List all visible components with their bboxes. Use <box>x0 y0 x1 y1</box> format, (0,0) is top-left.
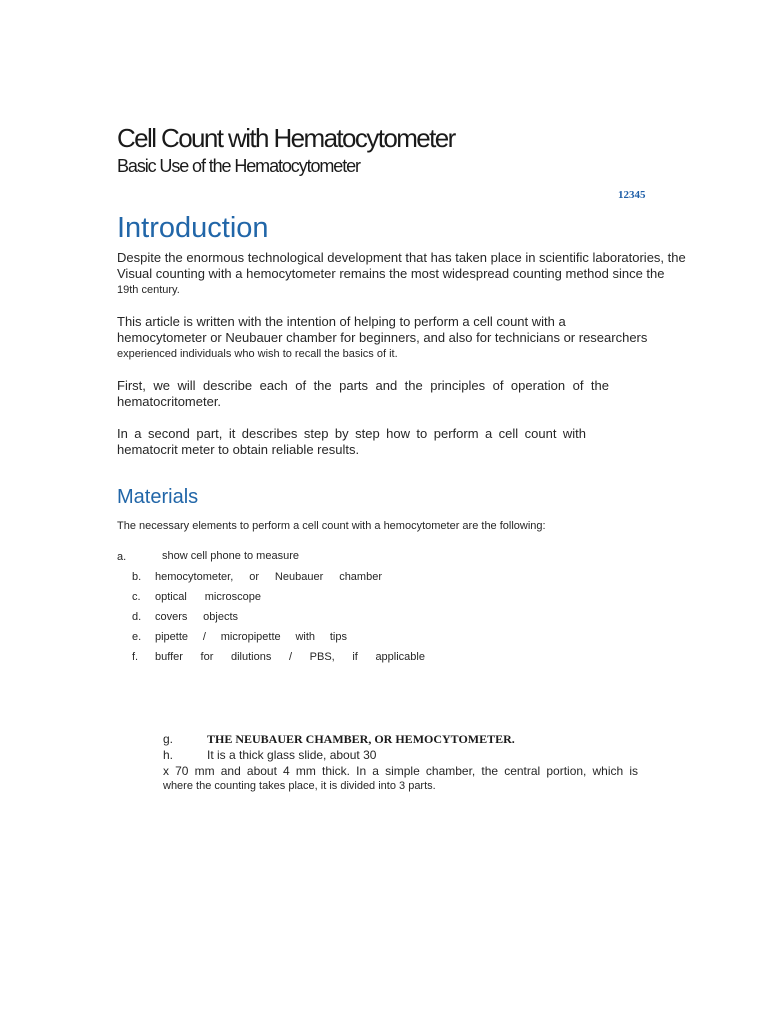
list-word: optical <box>155 591 187 603</box>
paragraph-line: In a second part, it describes step by step how to perform a cell count with <box>117 426 586 441</box>
list-marker: b. <box>132 571 142 583</box>
list-word: or <box>249 571 259 583</box>
paragraph-line: First, we will describe each of the parts and the principles of operation of the <box>117 378 609 393</box>
list-word: PBS, <box>309 651 335 663</box>
paragraph-line: hematocritometer. <box>117 394 222 409</box>
paragraph-line: Despite the enormous technological development that has taken place in scientific laboratories, the <box>117 250 686 265</box>
list-marker: c. <box>132 591 141 603</box>
list-word: pipette <box>155 631 189 643</box>
list-word: dilutions <box>231 651 272 663</box>
list-word: microscope <box>204 591 261 603</box>
list-word: objects <box>203 611 238 623</box>
list-word: hemocytometer, <box>155 571 234 583</box>
neubauer-text: It is a thick glass slide, about 30 <box>207 748 377 762</box>
neubauer-continuation-line-2: where the counting takes place, it is divided into 3 parts. <box>163 780 436 792</box>
list-marker-g: g. <box>163 732 174 746</box>
list-word: / <box>288 651 293 663</box>
document-title: Cell Count with Hematocytometer <box>117 123 455 153</box>
list-item <box>117 551 417 565</box>
list-item-text: show cell phone to measure <box>162 550 299 562</box>
list-marker: f. <box>132 651 139 663</box>
list-item <box>132 651 452 665</box>
list-marker: e. <box>132 631 142 643</box>
intro-paragraph-2 <box>117 314 673 362</box>
intro-paragraph-1 <box>117 250 686 298</box>
list-word: applicable <box>375 651 425 663</box>
document-number: 12345 <box>618 189 646 201</box>
list-word: / <box>202 631 206 643</box>
introduction-heading: Introduction <box>117 212 269 244</box>
list-marker: d. <box>132 611 142 623</box>
list-word: chamber <box>339 571 382 583</box>
list-word: buffer <box>155 651 183 663</box>
list-item <box>132 611 432 625</box>
list-word: tips <box>329 631 347 643</box>
intro-paragraph-3 <box>117 378 609 410</box>
paragraph-line: This article is written with the intention of helping to perform a cell count with a <box>117 314 566 329</box>
list-word: with <box>295 631 316 643</box>
list-marker: a. <box>117 551 127 563</box>
list-marker-h: h. <box>163 748 174 762</box>
list-word: for <box>200 651 214 663</box>
paragraph-line: hemocytometer or Neubauer chamber for beginners, and also for technicians or researchers <box>117 330 648 345</box>
paragraph-line: hematocrit meter to obtain reliable results. <box>117 442 360 457</box>
list-word: micropipette <box>220 631 281 643</box>
materials-heading: Materials <box>117 486 199 508</box>
paragraph-line: Visual counting with a hemocytometer remains the most widespread counting method since the <box>117 266 665 281</box>
materials-intro: The necessary elements to perform a cell count with a hemocytometer are the following: <box>117 520 546 532</box>
list-item <box>132 591 432 605</box>
list-item <box>132 631 432 645</box>
list-word: Neubauer <box>274 571 324 583</box>
paragraph-line: 19th century. <box>117 284 180 296</box>
document-subtitle: Basic Use of the Hematocytometer <box>117 156 360 176</box>
list-word: if <box>352 651 358 663</box>
neubauer-continuation-line-1: x 70 mm and about 4 mm thick. In a simple chamber, the central portion, which is <box>163 764 638 778</box>
list-item <box>132 571 432 585</box>
list-word: covers <box>155 611 188 623</box>
neubauer-heading: THE NEUBAUER CHAMBER, OR HEMOCYTOMETER. <box>207 732 515 746</box>
paragraph-line: experienced individuals who wish to recall the basics of it. <box>117 348 398 360</box>
intro-paragraph-4 <box>117 426 586 458</box>
